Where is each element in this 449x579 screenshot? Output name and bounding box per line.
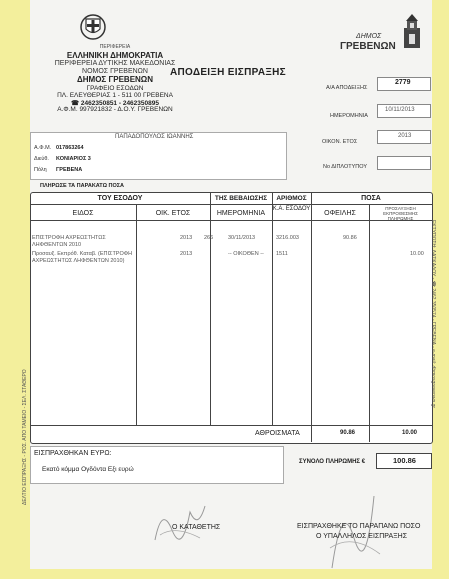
row-1-num: 266 bbox=[204, 235, 214, 241]
col-header-date: ΗΜΕΡΟΜΗΝΙΑ bbox=[216, 210, 266, 217]
issuer-line-3: ΝΟΜΟΣ ΓΡΕΒΕΝΩΝ bbox=[82, 68, 148, 75]
payer-afm-label: Α.Φ.Μ. bbox=[34, 145, 52, 151]
col-header-fiscal-year: ΟΙΚ. ΕΤΟΣ bbox=[155, 210, 191, 217]
row-1-amount: 90.86 bbox=[343, 235, 357, 241]
greek-emblem-icon bbox=[80, 14, 106, 42]
payer-afm: 017863264 bbox=[56, 145, 84, 151]
collector-signature-line-1: ΕΙΣΠΡΑΧΘΗΚΕ ΤΟ ΠΑΡΑΠΑΝΩ ΠΟΣΟ bbox=[297, 523, 421, 530]
items-table bbox=[30, 192, 433, 444]
col-header-type: ΕΙΔΟΣ bbox=[72, 210, 94, 217]
fiscal-year-label: ΟΙΚΟΝ. ΕΤΟΣ bbox=[322, 139, 358, 145]
row-2-desc: Προσαυξ. Εκπρόθ. Καταβ. (ΕΠΙΣΤΡΟΦΗ ΑΧΡΕΩΣΤΗΤΩΣ ΛΗΦΘΕΝΤΩΝ 2010) bbox=[32, 251, 133, 264]
group-header-assessment: ΤΗΣ ΒΕΒΑΙΩΣΗΣ bbox=[214, 195, 268, 202]
receipt-number-label: Α/Α ΑΠΟΔΕΙΞΗΣ bbox=[326, 85, 368, 91]
issuer-line-4: ΔΗΜΟΣ ΓΡΕΒΕΝΩΝ bbox=[77, 75, 153, 84]
received-words: Εκατό κόμμα Ογδόντα Εξι ευρώ bbox=[42, 466, 134, 473]
payer-name: ΠΑΠΑΔΟΠΟΥΛΟΣ ΙΩΑΝΝΗΣ bbox=[115, 134, 194, 140]
receipt-date-box bbox=[377, 104, 431, 118]
row-2-date: -- ΟΙΚΟΘΕΝ -- bbox=[228, 251, 264, 257]
col-divider-5 bbox=[369, 205, 370, 442]
receipt-date-label: ΗΜΕΡΟΜΗΝΙΑ bbox=[330, 113, 368, 119]
col-header-code: Κ.Α. ΕΣΟΔΟΥ bbox=[272, 206, 311, 212]
receipt-date: 10/11/2013 bbox=[385, 107, 415, 113]
total-payment: 100.86 bbox=[393, 456, 416, 465]
issuer-line-0: ΠΕΡΙΦΕΡΕΙΑ bbox=[99, 44, 131, 50]
total-surcharge: 10.00 bbox=[402, 430, 418, 436]
collector-signature-line-2: Ο ΥΠΑΛΛΗΛΟΣ ΕΙΣΠΡΑΞΗΣ bbox=[316, 533, 408, 540]
duplicate-number-box bbox=[377, 156, 431, 170]
group-header-amounts: ΠΟΣΑ bbox=[361, 195, 381, 202]
row-1-code: 3216.003 bbox=[276, 235, 299, 241]
header-divider-1 bbox=[30, 204, 432, 205]
col-header-amount: ΟΦΕΙΛΗΣ bbox=[324, 210, 356, 217]
issuer-address: ΠΛ. ΕΛΕΥΘΕΡΙΑΣ 1 - 511 00 ΓΡΕΒΕΝΑ bbox=[57, 92, 173, 99]
col-divider-2 bbox=[210, 192, 211, 425]
row-2-surcharge: 10.00 bbox=[410, 251, 424, 257]
row-1-date: 30/11/2013 bbox=[228, 235, 256, 241]
issuer-line-5: ΓΡΑΦΕΙΟ ΕΣΟΔΩΝ bbox=[86, 85, 144, 92]
row-2-code: 1511 bbox=[276, 251, 288, 257]
pay-note: ΠΛΗΡΩΣΕ ΤΑ ΠΑΡΑΚΑΤΩ ΠΟΣΑ bbox=[40, 183, 125, 189]
issuer-line-1: ΕΛΛΗΝΙΚΗ ΔΗΜΟΚΡΑΤΙΑ bbox=[66, 51, 164, 60]
payer-address-label: Διεύθ. bbox=[34, 156, 49, 162]
row-2-year: 2013 bbox=[180, 251, 193, 257]
payer-signature-scribble bbox=[150, 500, 210, 546]
logo-line-1: ΔΗΜΟΣ bbox=[356, 33, 382, 40]
payer-city-label: Πόλη bbox=[34, 167, 47, 173]
col-header-surcharge: ΠΡΟΣΑΥΞΗΣΗ ΕΚΠΡΟΘΕΣΜΗΣ ΠΛΗΡΩΜΗΣ bbox=[383, 206, 418, 221]
row-1-desc: ΕΠΙΣΤΡΟΦΗ ΑΧΡΕΩΣΤΗΤΩΣ ΛΗΦΘΕΝΤΩΝ 2010 bbox=[32, 235, 106, 248]
received-label: ΕΙΣΠΡΑΧΘΗΚΑΝ ΕΥΡΩ: bbox=[34, 450, 112, 457]
receipt-number: 2779 bbox=[395, 79, 411, 86]
logo-line-2: ΓΡΕΒΕΝΩΝ bbox=[340, 41, 396, 52]
issuer-phone: ☎ 2462350851 - 2462350895 bbox=[71, 100, 159, 107]
issuer-afm: Α.Φ.Μ. 997921832 - Δ.Ο.Υ. ΓΡΕΒΕΝΩΝ bbox=[57, 106, 173, 113]
total-payment-box bbox=[376, 453, 432, 469]
col-divider-3 bbox=[272, 192, 273, 425]
total-payment-label: ΣΥΝΟΛΟ ΠΛΗΡΩΜΗΣ € bbox=[299, 459, 366, 465]
totals-label: ΑΘΡΟΙΣΜΑΤΑ bbox=[255, 430, 300, 437]
totals-divider bbox=[30, 425, 432, 426]
document-title: ΑΠΟΔΕΙΞΗ ΕΙΣΠΡΑΞΗΣ bbox=[170, 67, 286, 78]
issuer-line-2: ΠΕΡΙΦΕΡΕΙΑ ΔΥΤΙΚΗΣ ΜΑΚΕΔΟΝΙΑΣ bbox=[54, 60, 176, 67]
municipality-logo-icon bbox=[400, 14, 424, 48]
right-margin-text: ΕΚΤΥΠΩΣΗ: ΔΑΣΚΑΛΟΥ - ☎ 2462 350574 - ΓΡΕΒΕΝΑ - e-mail: dhmosgrevenwn.gr bbox=[430, 220, 436, 409]
payer-city: ΓΡΕΒΕΝΑ bbox=[56, 167, 83, 173]
total-amount: 90.86 bbox=[340, 430, 356, 436]
payer-address: ΚΟΝΙΑΡΙΟΣ 3 bbox=[56, 156, 91, 162]
group-header-revenue: ΤΟΥ ΕΣΟΔΟΥ bbox=[97, 195, 143, 202]
receipt-number-box bbox=[377, 77, 431, 91]
left-margin-text: ΔΕΛΤΙΟ ΕΙΣΠΡΑΞΗΣ - ΡΟΣ. ΑΠΟ ΤΑΜΕΙΟ - ΣΕΛ. ΣΤΑΘΕΡΟ bbox=[22, 369, 28, 505]
group-header-number: ΑΡΙΘΜΟΣ bbox=[276, 195, 307, 202]
row-1-year: 2013 bbox=[180, 235, 193, 241]
col-divider-1 bbox=[136, 205, 137, 425]
payer-signature-label: Ο ΚΑΤΑΘΕΤΗΣ bbox=[172, 524, 221, 531]
fiscal-year-box bbox=[377, 130, 431, 144]
duplicate-number-label: Νο ΔΙΠΛΟΤΥΠΟΥ bbox=[323, 164, 368, 170]
fiscal-year: 2013 bbox=[398, 133, 412, 139]
col-divider-4 bbox=[311, 192, 312, 442]
